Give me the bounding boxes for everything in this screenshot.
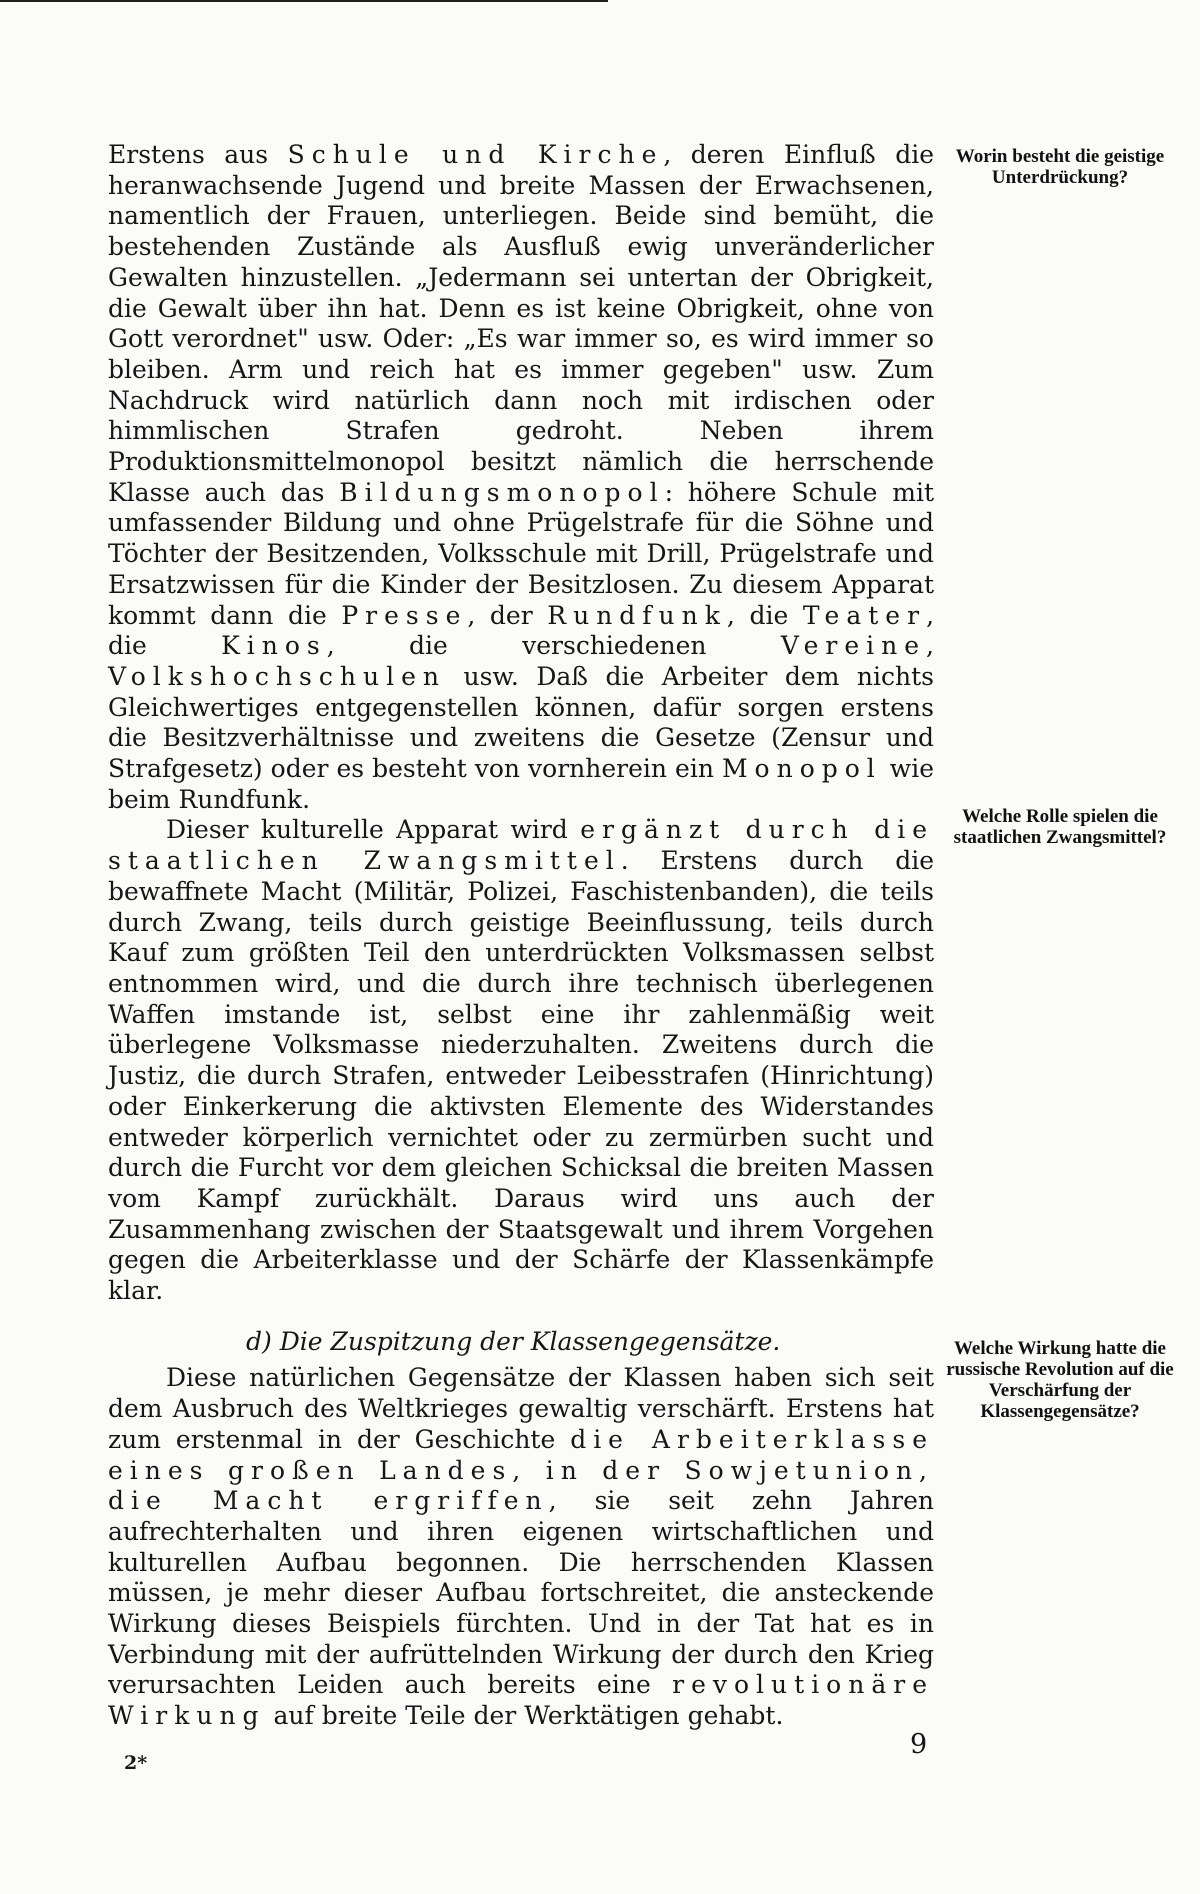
text-run: auf breite Teile der Werktätigen gehabt. [265, 1701, 784, 1731]
text-run: usw. Daß die Arbeiter dem nichts Gleichwertiges entgegenstellen können, dafür sorgen erstens die Besitzverhältnisse und zweitens die Gesetze (Zensur und Strafgesetz) oder es besteht von vornherein ein [108, 661, 934, 784]
spaced-emphasis: Schule und Kirche [287, 140, 664, 169]
text-run: , die verschiedenen [326, 631, 781, 661]
text-run: Dieser kulturelle Apparat wird [166, 815, 581, 845]
text-run: Erstens aus [108, 140, 288, 169]
spaced-emphasis: Teater [802, 600, 927, 630]
text-run: . Erstens durch die bewaffnete Macht (Militär, Polizei, Faschistenbanden), die teils durch Zwang, teils durch geistige Beeinflussung, teils durch Kauf zum größten Teil den unterdrückten Volksmassen selbst entnommen wird, und die durch ihre technisch überlegenen Waffen imstande ist, selbst eine ihr zahlenmäßig weit überlegene Volksmasse niederzuhalten. Zweitens durch die Justiz, die durch Strafen, entweder Leibesstrafen (Hinrichtung) oder Einkerkerung die aktivsten Elemente des Widerstandes entweder körperlich vernichtet oder zu zermürben sucht und durch die Furcht vor dem gleichen Schicksal die breiten Massen vom Kampf zurückhält. Daraus wird uns auch der Zusammenhang zwischen der Staatsgewalt und ihrem Vorgehen gegen die Arbeiterklasse und der Schärfe der Klassenkämpfe klar. [108, 846, 934, 1306]
spaced-emphasis: ergänzt durch die staatlichen Zwangsmittel [108, 815, 934, 876]
text-run: , [926, 631, 934, 661]
paragraph-3 [108, 1363, 934, 1731]
text-run: Diese natürlichen Gegensätze der Klassen haben sich seit dem Ausbruch des Weltkrieges gewaltig verschärft. Erstens hat zum erstenmal in der Geschichte [108, 1363, 934, 1454]
spaced-emphasis: Presse [341, 600, 468, 630]
page-number: 9 [910, 1729, 928, 1760]
spaced-emphasis: die Arbeiterklasse eines großen Landes, in der Sowjetunion, die Macht ergriffen [108, 1424, 934, 1516]
spaced-emphasis: Vereine [780, 631, 927, 661]
paragraph-2 [108, 815, 934, 1306]
text-run: , deren Einfluß die heranwachsende Jugend und breite Massen der Erwachsenen, namentlich der Frauen, unterliegen. Beide sind bemüht, die bestehenden Zustände als Ausfluß ewig unveränderlicher Gewalten hinzustellen. „Jedermann sei untertan der Obrigkeit, die Gewalt über ihn hat. Denn es ist keine Obrigkeit, ohne von Gott verordnet" usw. Oder: „Es war immer so, es wird immer so bleiben. Arm und reich hat es immer gegeben" usw. Zum Nachdruck wird natürlich dann noch mit irdischen oder himmlischen Strafen gedroht. Neben ihrem Produktionsmittelmonopol besitzt nämlich die herrschende Klasse auch das [108, 140, 934, 507]
text-run: , die [108, 600, 935, 661]
section-heading: d) Die Zuspitzung der Klassengegensätze. [246, 1326, 781, 1356]
text-run: , sie seit zehn Jahren aufrechterhalten und ihren eigenen wirtschaftlichen und kulturellen Aufbau begonnen. Die herrschenden Klassen müssen, je mehr dieser Aufbau fortschreitet, die ansteckende Wirkung dieses Beispiels fürchten. Und in der Tat hat es in Verbindung mit der aufrüttelnden Wirkung der durch den Krieg verursachten Leiden auch bereits eine [108, 1486, 934, 1700]
top-rule [0, 0, 608, 2]
text-run: wie beim Rundfunk. [108, 754, 934, 814]
text-run: , der [467, 600, 548, 630]
spaced-emphasis: Bildungsmonopol [339, 477, 665, 507]
signature-mark: 2* [124, 1752, 148, 1774]
sidenote-1: Worin besteht die geistige Unterdrückung? [955, 146, 1165, 188]
paragraph-1 [108, 140, 934, 815]
text-run: , die [726, 600, 803, 630]
sidenote-3: Welche Wirkung hatte die russische Revolution auf die Verschärfung der Klassengegensätze? [946, 1338, 1174, 1422]
main-text-column [108, 140, 934, 1732]
spaced-emphasis: Volkshochschulen [108, 661, 446, 691]
spaced-emphasis: Monopol [721, 754, 882, 784]
spaced-emphasis: revolutionäre Wirkung [108, 1670, 934, 1731]
spaced-emphasis: Rundfunk [547, 600, 727, 630]
spaced-emphasis: Kinos [221, 631, 327, 661]
sidenote-2: Welche Rolle spielen die staatlichen Zwangsmittel? [953, 806, 1167, 848]
text-run: : höhere Schule mit umfassender Bildung und ohne Prügelstrafe für die Söhne und Töchter der Besitzenden, Volksschule mit Drill, Prügelstrafe und Ersatzwissen für die Kinder der Besitzlosen. Zu diesem Apparat kommt dann die [108, 477, 934, 630]
